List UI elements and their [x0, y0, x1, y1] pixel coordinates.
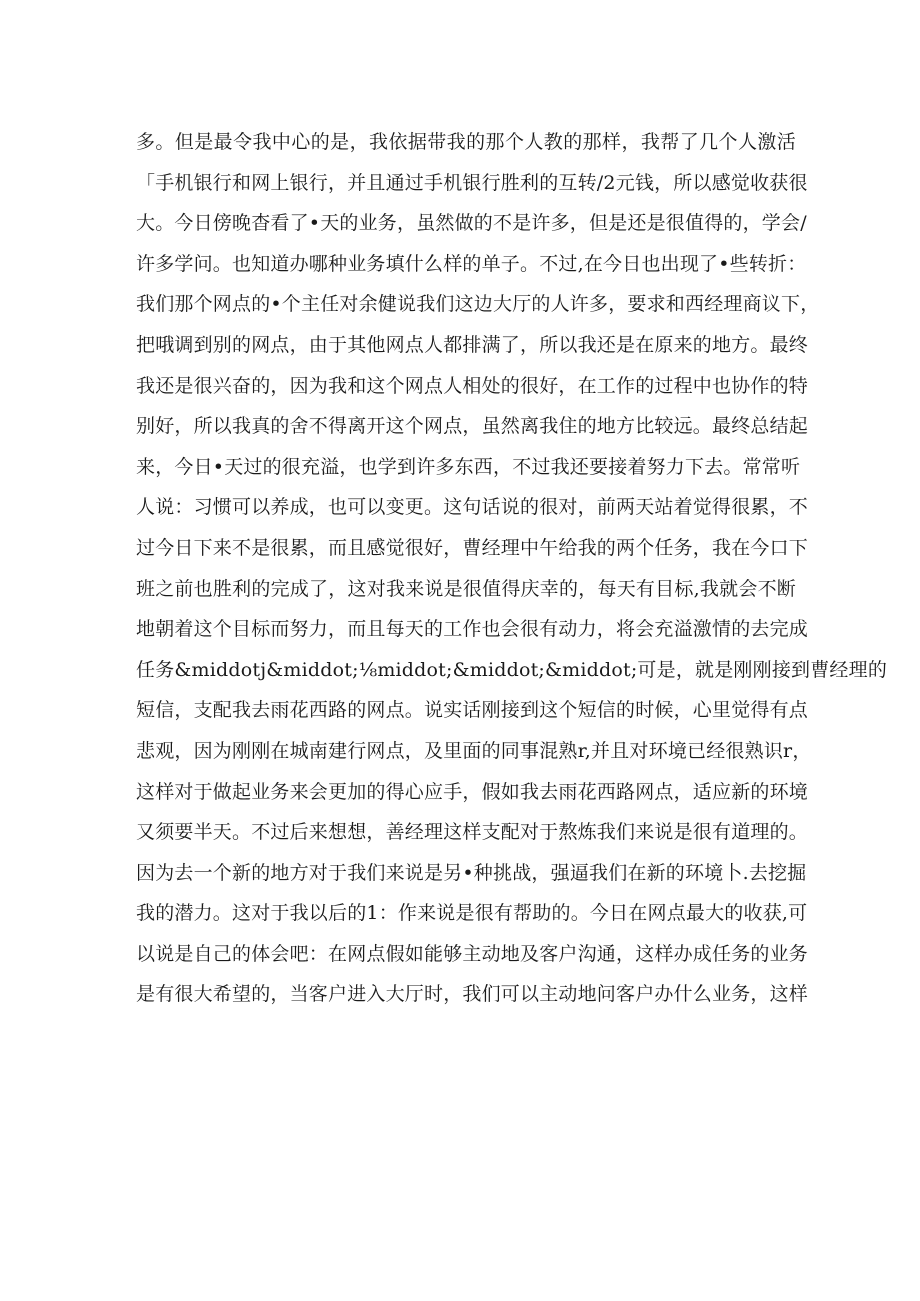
text-line-7: 我还是很兴奋的，因为我和这个网点人相处的很好，在工作的过程中也协作的特 — [136, 374, 809, 397]
text-line-3: 大。今日傍晚杳看了•天的业务，虽然做的不是许多，但是还是很值得的，学会/ — [136, 212, 807, 235]
text-line-20: 我的潜力。这对于我以后的1：作来说是很有帮助的。今日在网点最大的收获,可 — [136, 902, 808, 925]
text-line-6: 把哦调到别的网点，由于其他网点人都排满了，所以我还是在原来的地方。最终 — [136, 333, 809, 356]
text-line-5: 我们那个网点的•个主任对余健说我们这边大厅的人许多，要求和西经理商议下， — [136, 293, 820, 316]
text-line-11: 过今日下来不是很累，而且感觉很好，曹经理中午给我的两个任务，我在今口下 — [136, 536, 809, 559]
text-line-16: 悲观，因为刚刚在城南建行网点，及里面的同事混熟r,并且对环境已经很熟识r， — [136, 739, 812, 762]
text-line-14: 任务&middotj&middot;⅛middot;&middot;&middot;可是，就是刚刚接到曹经理的 — [136, 658, 888, 681]
text-line-9: 来，今日•天过的很充溢，也学到许多东西，不过我还要接着努力下去。常常听 — [136, 455, 801, 478]
text-line-21: 以说是自己的体会吧：在网点假如能够主动地及客户沟通，这样办成任务的业务 — [136, 942, 809, 965]
text-line-12: 班之前也胜利的完成了，这对我来说是很值得庆幸的，每天有目标,我就会不断 — [136, 577, 796, 600]
body-text — [136, 122, 888, 1015]
text-line-1: 多。但是最令我中心的是，我依据带我的那个人教的那样，我帮了几个人激活 — [136, 131, 796, 153]
text-line-19: 因为去一个新的地方对于我们来说是另•种挑战，强逼我们在新的环境卜.去挖掘 — [136, 861, 807, 884]
text-line-18: 又须要半天。不过后来想想，善经理这样支配对于熬炼我们来说是很有道理的。 — [136, 821, 809, 844]
text-line-22: 是有很大希望的，当客户进入大厅时，我们可以主动地问客户办什么业务，这样 — [136, 983, 809, 1006]
text-line-15: 短信，支配我去雨花西路的网点。说实话刚接到这个短信的时候，心里觉得有点 — [136, 699, 809, 722]
text-line-17: 这样对于做起业务来会更加的得心应手，假如我去雨花西路网点，适应新的环境 — [136, 780, 809, 803]
text-line-2: 「手机银行和网上银行，并且通过手机银行胜利的互转/2元钱，所以感觉收获很 — [136, 171, 808, 194]
text-line-13: 地朝着这个目标而努力，而且每天的工作也会很有动力，将会充溢激情的去完成 — [136, 618, 809, 641]
text-line-10: 人说：习惯可以养成，也可以变更。这句话说的很对，前两天站着觉得很累，不 — [136, 496, 809, 519]
text-line-8: 别好，所以我真的舍不得离开这个网点，虽然离我住的地方比较远。最终总结起 — [136, 415, 809, 438]
text-line-4: 许多学问。也知道办哪种业务填什么样的单子。不过,在今日也出现了•些转折： — [136, 252, 807, 275]
